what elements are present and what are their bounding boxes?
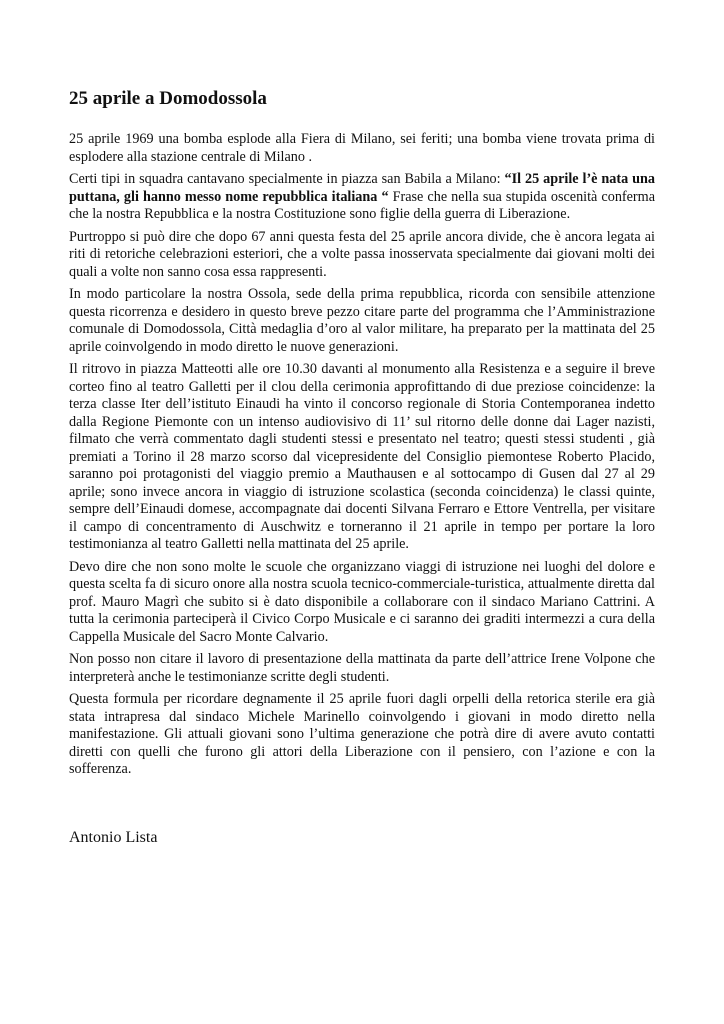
document-title: 25 aprile a Domodossola	[69, 88, 267, 109]
paragraph-6: Devo dire che non sono molte le scuole che organizzano viaggi di istruzione nei luoghi del dolore e questa scelta fa di sicuro onore alla nostra scuola tecnico-commerciale-turistica, attualmente diretta dal prof. Mauro Magrì che subito si è dato disponibile a collaborare con il sindaco Mariano Cattrini. A tutta la cerimonia parteciperà il Civico Corpo Musicale e ci saranno dei graditi intermezzi a cura della Cappella Musicale del Sacro Monte Calvario.	[69, 558, 655, 645]
paragraph-1: 25 aprile 1969 una bomba esplode alla Fiera di Milano, sei feriti; una bomba viene trovata prima di esplodere alla stazione centrale di Milano .	[69, 131, 655, 165]
document-body	[69, 131, 655, 784]
paragraph-4: In modo particolare la nostra Ossola, sede della prima repubblica, ricorda con sensibile attenzione questa ricorrenza e desidero in questo breve pezzo citare parte del programma che l’Amministrazione comunale di Domodossola, Città medaglia d’oro al valor militare, ha preparato per la mattinata del 25 aprile coinvolgendo in modo diretto le nuove generazioni.	[69, 286, 655, 355]
paragraph-5: Il ritrovo in piazza Matteotti alle ore 10.30 davanti al monumento alla Resistenza e a seguire il breve corteo fino al teatro Galletti per il clou della cerimonia approfittando di due preziose coincidenze: la terza classe Iter dell’istituto Einaudi ha vinto il concorso regionale di Storia Contemporanea indetto dalla Regione Piemonte con un intenso audiovisivo di 11’ sul ritorno delle donne dai Lager nazisti, filmato che verrà commentato dagli studenti stessi e presentato nel teatro; questi stessi studenti , già premiati a Torino il 28 marzo scorso dal vicepresidente del Consiglio piemontese Roberto Placido, saranno poi protagonisti del viaggio premio a Mauthausen e al sottocampo di Gusen dal 27 al 29 aprile; sono invece ancora in viaggio di istruzione scolastica (seconda coincidenza) le classi quinte, sempre dell’Einaudi domese, accompagnate dai docenti Silvana Ferraro e Ettore Ventrella, per visitare il campo di concentramento di Auschwitz e torneranno il 21 aprile in tempo per portare la loro testimonianza al teatro Galletti nella mattinata del 25 aprile.	[69, 361, 655, 552]
paragraph-8: Questa formula per ricordare degnamente il 25 aprile fuori dagli orpelli della retorica sterile era già stata intrapresa dal sindaco Michele Marinello coinvolgendo i giovani in modo diretto nella manifestazione. Gli attuali giovani sono l’ultima generazione che potrà dire di avere avuto contatti diretti con quelli che furono gli attori della Liberazione con il pensiero, con l’azione e con la sofferenza.	[69, 691, 655, 777]
paragraph-7: Non posso non citare il lavoro di presentazione della mattinata da parte dell’attrice Irene Volpone che interpreterà anche le testimonianze scritte degli studenti.	[69, 651, 655, 685]
paragraph-2-intro: Certi tipi in squadra cantavano specialmente in piazza san Babila a Milano:	[69, 171, 505, 187]
author-signature: Antonio Lista	[69, 829, 158, 846]
paragraph-2	[69, 171, 655, 224]
paragraph-3: Purtroppo si può dire che dopo 67 anni questa festa del 25 aprile ancora divide, che è ancora legata ai riti di retoriche celebrazioni esteriori, che a volte passa inosservata specialmente dai giovani molti dei quali a volte non sanno cosa essa rappresenti.	[69, 228, 655, 280]
quoted-chant: “Il 25 aprile l’è nata una puttana, gli hanno messo nome repubblica italiana “	[69, 171, 655, 205]
paragraph-2-rest: Frase che nella sua stupida oscenità conferma che la nostra Repubblica e la nostra Costituzione sono figlie della guerra di Liberazione.	[69, 188, 655, 222]
